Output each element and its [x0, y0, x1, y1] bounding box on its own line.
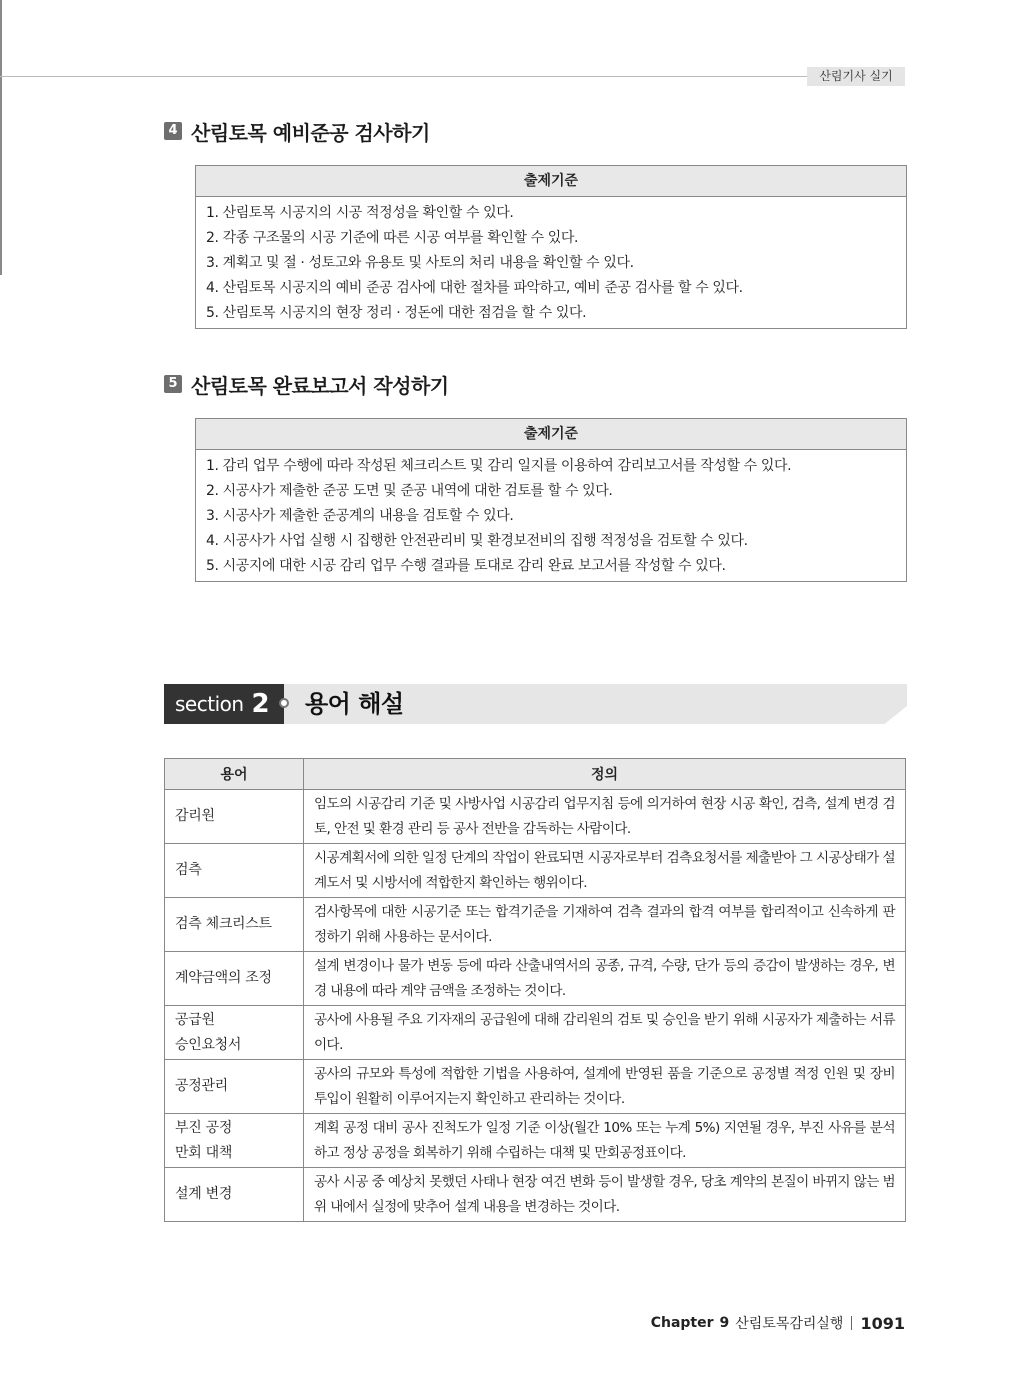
page-edge-rule: [0, 0, 2, 275]
table-row: [165, 1168, 906, 1222]
page-number: 1091: [860, 1313, 905, 1333]
definition-cell: 공사의 규모와 특성에 적합한 기법을 사용하여, 설계에 반영된 품을 기준으로 공정별 적정 인원 및 장비 투입이 원활히 이루어지는지 확인하고 관리하는 것이다.: [304, 1060, 906, 1114]
criteria-item: 5. 시공지에 대한 시공 감리 업무 수행 결과를 토대로 감리 완료 보고서를 작성할 수 있다.: [206, 558, 726, 574]
term-cell: 감리원: [165, 790, 304, 844]
bullet-dot-icon: [279, 698, 289, 708]
term-cell: 부진 공정 만회 대책: [165, 1114, 304, 1168]
topic-number-badge: 4: [164, 122, 182, 140]
column-header-definition: 정의: [304, 759, 906, 790]
definition-cell: 공사 시공 중 예상치 못했던 사태나 현장 여건 변화 등이 발생할 경우, 당초 계약의 본질이 바뀌지 않는 범위 내에서 실정에 맞추어 설계 내용을 변경하는 것이다.: [304, 1168, 906, 1222]
definition-cell: 공사에 사용될 주요 기자재의 공급원에 대해 감리원의 검토 및 승인을 받기 위해 시공자가 제출하는 서류이다.: [304, 1006, 906, 1060]
table-row: [165, 1006, 906, 1060]
term-cell: 검측: [165, 844, 304, 898]
table-row: [165, 790, 906, 844]
column-header-term: 용어: [165, 759, 304, 790]
term-cell: 계약금액의 조정: [165, 952, 304, 1006]
section-label-block: [164, 684, 284, 724]
topic-number-badge: 5: [164, 375, 182, 393]
table-row: [165, 952, 906, 1006]
term-cell: 설계 변경: [165, 1168, 304, 1222]
glossary-table: [164, 758, 906, 1222]
criteria-box-4: [195, 165, 907, 329]
table-row: [165, 844, 906, 898]
term-cell: 공급원 승인요청서: [165, 1006, 304, 1060]
criteria-list: [196, 197, 906, 328]
topic-5-heading: [164, 371, 449, 397]
definition-cell: 시공계획서에 의한 일정 단계의 작업이 완료되면 시공자로부터 검측요청서를 제출받아 그 시공상태가 설계도서 및 시방서에 적합한지 확인하는 행위이다.: [304, 844, 906, 898]
criteria-item: 2. 시공사가 제출한 준공 도면 및 준공 내역에 대한 검토를 할 수 있다.: [206, 483, 613, 499]
header-rule: [0, 76, 905, 77]
definition-cell: 검사항목에 대한 시공기준 또는 합격기준을 기재하여 검측 결과의 합격 여부를 합리적이고 신속하게 판정하기 위해 사용하는 문서이다.: [304, 898, 906, 952]
topic-title: 산림토목 예비준공 검사하기: [191, 120, 430, 145]
chapter-label: Chapter: [650, 1315, 714, 1331]
term-cell: 검측 체크리스트: [165, 898, 304, 952]
criteria-item: 2. 각종 구조물의 시공 기준에 따른 시공 여부를 확인할 수 있다.: [206, 230, 579, 246]
topic-title: 산림토목 완료보고서 작성하기: [191, 373, 449, 398]
term-cell: 공정관리: [165, 1060, 304, 1114]
chapter-title: 산림토목감리실행: [735, 1316, 844, 1332]
chapter-number: 9: [719, 1315, 730, 1331]
criteria-list: [196, 450, 906, 581]
table-row: [165, 898, 906, 952]
definition-cell: 임도의 시공감리 기준 및 사방사업 시공감리 업무지침 등에 의거하여 현장 시공 확인, 검측, 설계 변경 검토, 안전 및 환경 관리 등 공사 전반을 감독하는 사람이다.: [304, 790, 906, 844]
criteria-item: 5. 산림토목 시공지의 현장 정리 · 정돈에 대한 점검을 할 수 있다.: [206, 305, 587, 321]
criteria-box-5: [195, 418, 907, 582]
table-row: [165, 1114, 906, 1168]
section-banner: [164, 684, 907, 724]
criteria-item: 3. 계획고 및 절 · 성토고와 유용토 및 사토의 처리 내용을 확인할 수 있다.: [206, 255, 634, 271]
criteria-header: 출제기준: [196, 419, 906, 450]
topic-4-heading: [164, 118, 430, 144]
criteria-item: 4. 산림토목 시공지의 예비 준공 검사에 대한 절차를 파악하고, 예비 준공 검사를 할 수 있다.: [206, 280, 743, 296]
section-number: 2: [251, 689, 270, 719]
criteria-item: 3. 시공사가 제출한 준공계의 내용을 검토할 수 있다.: [206, 508, 514, 524]
table-row: [165, 1060, 906, 1114]
criteria-header: 출제기준: [196, 166, 906, 197]
running-header: 산림기사 실기: [807, 67, 905, 86]
section-title: 용어 해설: [305, 690, 404, 718]
criteria-item: 1. 감리 업무 수행에 따라 작성된 체크리스트 및 감리 일지를 이용하여 감리보고서를 작성할 수 있다.: [206, 458, 792, 474]
footer-separator: [851, 1316, 852, 1330]
section-word: section: [175, 692, 244, 716]
criteria-item: 1. 산림토목 시공지의 시공 적정성을 확인할 수 있다.: [206, 205, 514, 221]
definition-cell: 계획 공정 대비 공사 진척도가 일정 기준 이상(월간 10% 또는 누계 5%) 지연될 경우, 부진 사유를 분석하고 정상 공정을 회복하기 위해 수립하는 대책 및 만회공정표이다.: [304, 1114, 906, 1168]
definition-cell: 설계 변경이나 물가 변동 등에 따라 산출내역서의 공종, 규격, 수량, 단가 등의 증감이 발생하는 경우, 변경 내용에 따라 계약 금액을 조정하는 것이다.: [304, 952, 906, 1006]
page-footer: [651, 1312, 905, 1334]
table-header-row: [165, 759, 906, 790]
criteria-item: 4. 시공사가 사업 실행 시 집행한 안전관리비 및 환경보전비의 집행 적정성을 검토할 수 있다.: [206, 533, 748, 549]
glossary-body: [165, 790, 906, 1222]
